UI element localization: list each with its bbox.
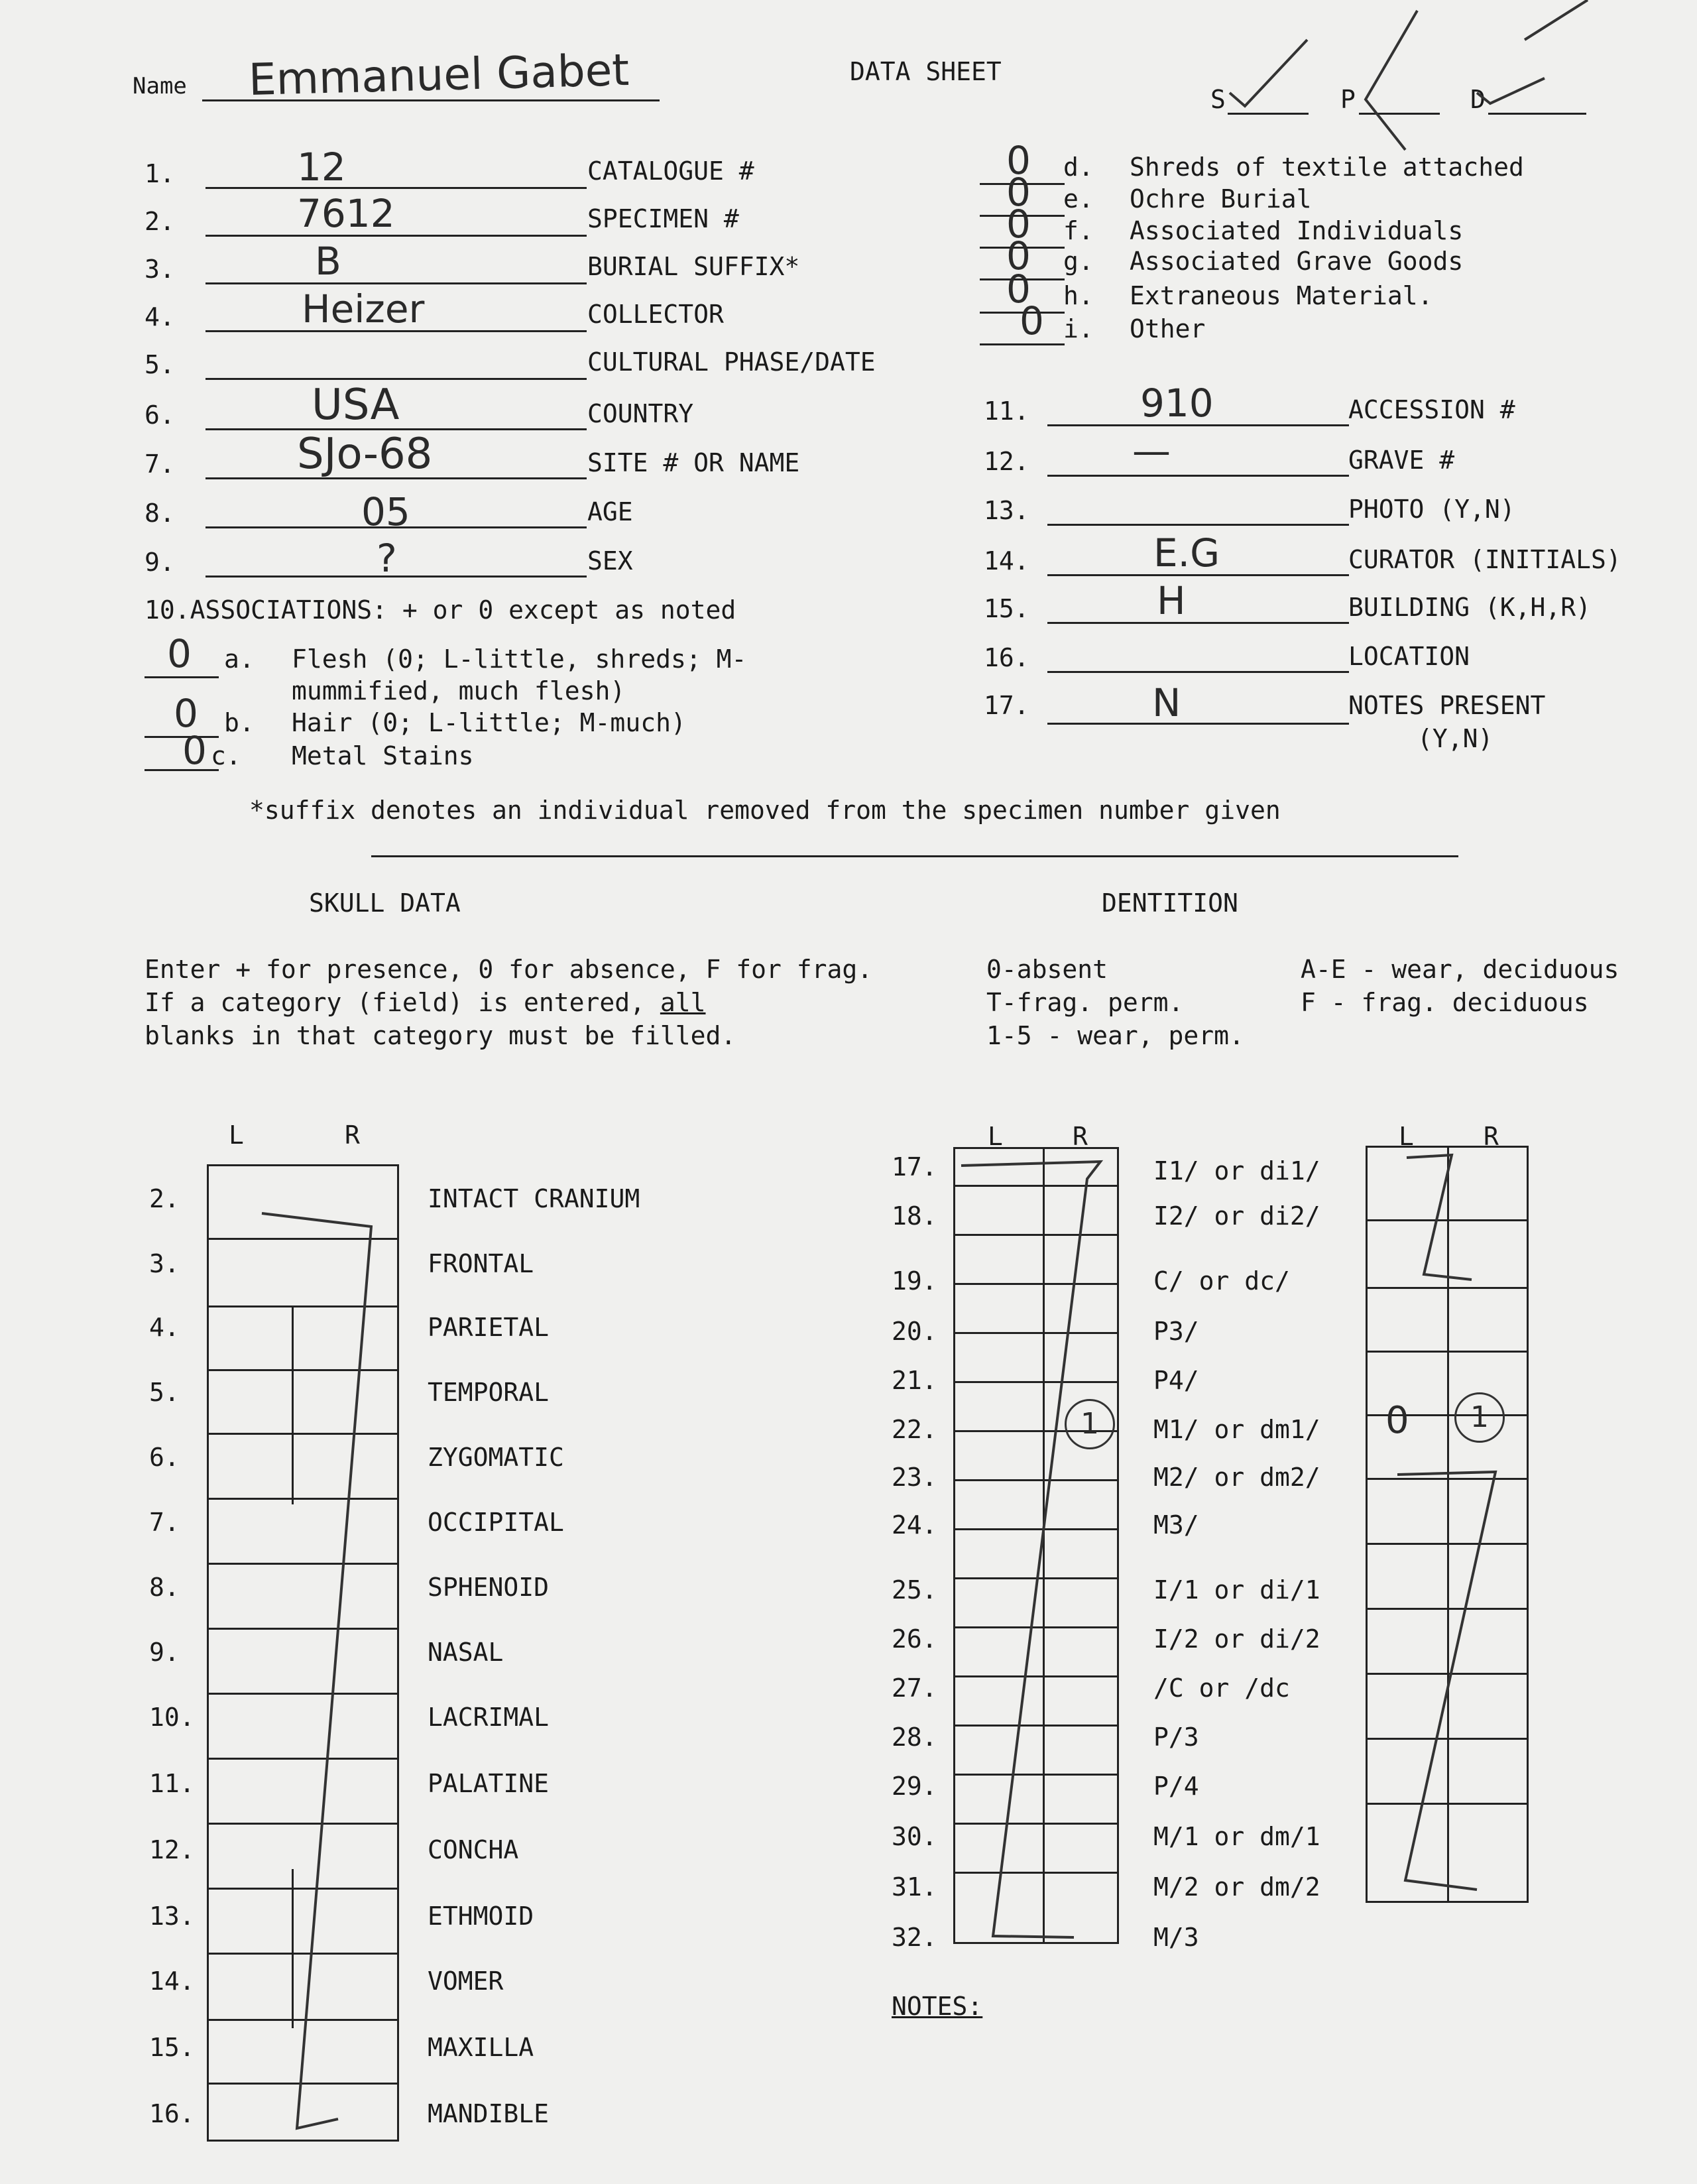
grid-row-line: [209, 1628, 397, 1630]
country-value: USA: [312, 381, 400, 430]
assoc-a-label: Flesh (0; L-little, shreds; M-: [292, 644, 747, 674]
assoc-d-letter: d.: [1063, 152, 1094, 182]
grid-row-line: [1368, 1478, 1527, 1480]
skull-row-label: PARIETAL: [428, 1313, 550, 1342]
sex-value: ?: [377, 536, 397, 581]
grid-row-line: [209, 1758, 397, 1760]
dentition-legend-wear-deciduous: A-E - wear, deciduous: [1301, 955, 1619, 984]
dent-row-label: M/2 or dm/2: [1153, 1872, 1320, 1902]
dent-right-grid-circled-value: 1: [1454, 1392, 1505, 1443]
dent-row-num: 23.: [892, 1463, 937, 1492]
assoc-e-value: 0: [1006, 170, 1031, 215]
skull-row-label: MAXILLA: [428, 2033, 534, 2062]
suffix-footnote: *suffix denotes an individual removed from the specimen number given: [249, 796, 1281, 825]
catalogue-value: 12: [297, 145, 346, 190]
assoc-f-value: 0: [1006, 202, 1031, 247]
skull-row-label: LACRIMAL: [428, 1703, 550, 1732]
grid-row-line: [955, 1528, 1117, 1530]
assoc-b-letter: b.: [224, 708, 255, 737]
dent-row-label: P4/: [1153, 1366, 1199, 1395]
dent-row-num: 27.: [892, 1673, 937, 1703]
catalogue-label: CATALOGUE #: [587, 156, 754, 186]
site-value: SJo-68: [297, 430, 433, 479]
assoc-a-value: 0: [167, 631, 192, 676]
d-label: D: [1470, 85, 1486, 114]
skull-row-label: NASAL: [428, 1638, 504, 1667]
grid-row-line: [209, 1433, 397, 1435]
dent-row-label: M/3: [1153, 1923, 1199, 1952]
skull-row-num: 7.: [149, 1508, 180, 1537]
skull-row-label: OCCIPITAL: [428, 1508, 564, 1537]
field-line: [1047, 723, 1349, 725]
assoc-e-letter: e.: [1063, 184, 1094, 213]
skull-row-num: 11.: [149, 1769, 195, 1798]
field-line: [1047, 671, 1349, 673]
associations-heading: 10.ASSOCIATIONS: + or 0 except as noted: [145, 595, 736, 625]
grid-row-line: [955, 1577, 1117, 1579]
skull-row-label: MANDIBLE: [428, 2099, 550, 2128]
grid-row-line: [209, 1238, 397, 1240]
dent-row-num: 24.: [892, 1510, 937, 1540]
skull-row-label: PALATINE: [428, 1769, 550, 1798]
dent-row-label: M1/ or dm1/: [1153, 1415, 1320, 1444]
grid-row-line: [209, 1693, 397, 1695]
skull-row-label: FRONTAL: [428, 1249, 534, 1278]
grid-row-line: [955, 1725, 1117, 1727]
p-line: [1359, 113, 1440, 115]
field-num: 2.: [145, 207, 175, 236]
assoc-g-value: 0: [1006, 233, 1031, 278]
sheet-title: DATA SHEET: [850, 57, 1002, 86]
grid-row-line: [955, 1626, 1117, 1628]
skull-row-num: 6.: [149, 1443, 180, 1472]
dent-row-label: I/2 or di/2: [1153, 1624, 1320, 1654]
field-line: [1047, 475, 1349, 477]
dent-row-num: 17.: [892, 1152, 937, 1182]
grave-value: —: [1132, 428, 1171, 473]
assoc-i-letter: i.: [1063, 314, 1094, 343]
notes-label: NOTES:: [892, 1992, 983, 2021]
site-label: SITE # OR NAME: [587, 448, 800, 477]
grid-row-line: [955, 1381, 1117, 1383]
skull-row-num: 8.: [149, 1573, 180, 1602]
dent-row-label: I/1 or di/1: [1153, 1575, 1320, 1605]
field-num: 16.: [984, 643, 1029, 672]
burial-suffix-value: B: [315, 239, 341, 284]
grid-row-line: [1368, 1803, 1527, 1805]
skull-instruction-2: If a category (field) is entered, all: [145, 988, 706, 1017]
name-label: Name: [133, 73, 187, 99]
grid-row-line: [209, 1888, 397, 1890]
field-num: 8.: [145, 499, 175, 528]
grid-row-line: [209, 1498, 397, 1500]
assoc-h-label: Extraneous Material.: [1130, 281, 1433, 310]
field-num: 5.: [145, 350, 175, 379]
field-num: 3.: [145, 255, 175, 284]
skull-row-num: 14.: [149, 1967, 195, 1996]
field-num: 11.: [984, 396, 1029, 426]
assoc-c-value: 0: [182, 728, 207, 773]
field-line: [1047, 524, 1349, 526]
assoc-line: [145, 676, 219, 678]
dentition-legend-frag-deciduous: F - frag. deciduous: [1301, 988, 1589, 1017]
cultural-phase-label: CULTURAL PHASE/DATE: [587, 347, 876, 377]
accession-value: 910: [1140, 381, 1214, 426]
skull-row-num: 3.: [149, 1249, 180, 1278]
skull-col-r: R: [345, 1121, 360, 1150]
dent-row-label: M3/: [1153, 1510, 1199, 1540]
assoc-c-label: Metal Stains: [292, 741, 474, 770]
skull-row-num: 16.: [149, 2099, 195, 2128]
field-num: 1.: [145, 159, 175, 188]
skull-row-num: 4.: [149, 1313, 180, 1342]
dent-row-num: 20.: [892, 1317, 937, 1346]
s-label: S: [1210, 85, 1226, 114]
assoc-a-letter: a.: [224, 644, 255, 674]
skull-data-title: SKULL DATA: [309, 888, 461, 918]
assoc-f-letter: f.: [1063, 216, 1094, 245]
collector-label: COLLECTOR: [587, 300, 724, 329]
dent-col-r-2: R: [1484, 1122, 1499, 1151]
dent-col-l: L: [988, 1122, 1003, 1151]
field-num: 14.: [984, 546, 1029, 576]
dent-row-num: 22.: [892, 1415, 937, 1444]
field-line: [1047, 622, 1349, 624]
grid-row-line: [955, 1283, 1117, 1285]
skull-grid: [207, 1164, 399, 2142]
field-num: 7.: [145, 450, 175, 479]
dent-row-label: P/4: [1153, 1772, 1199, 1801]
dent-m1-circled-value: 1: [1065, 1399, 1115, 1449]
grid-row-line: [1368, 1673, 1527, 1675]
field-line: [205, 282, 587, 284]
assoc-h-letter: h.: [1063, 281, 1094, 310]
dentition-legend-absent: 0-absent: [986, 955, 1108, 984]
assoc-g-letter: g.: [1063, 247, 1094, 276]
skull-row-label: VOMER: [428, 1967, 504, 1996]
field-num: 12.: [984, 447, 1029, 476]
assoc-h-value: 0: [1006, 267, 1031, 312]
grid-row-line: [209, 1563, 397, 1565]
grid-row-line: [1368, 1351, 1527, 1353]
dent-row-label: I2/ or di2/: [1153, 1201, 1320, 1231]
collector-value: Heizer: [302, 286, 425, 332]
grid-row-line: [209, 1953, 397, 1955]
dent-row-num: 32.: [892, 1923, 937, 1952]
assoc-i-value: 0: [1020, 298, 1044, 343]
curator-label: CURATOR (INITIALS): [1348, 545, 1621, 574]
assoc-line: [145, 736, 219, 738]
dent-row-label: /C or /dc: [1153, 1673, 1290, 1703]
notes-present-value: N: [1152, 680, 1181, 725]
skull-instruction-3: blanks in that category must be filled.: [145, 1021, 736, 1050]
photo-label: PHOTO (Y,N): [1348, 495, 1515, 524]
grid-row-line: [955, 1872, 1117, 1874]
field-num: 9.: [145, 548, 175, 577]
grid-row-line: [955, 1185, 1117, 1187]
grid-divider: [292, 1305, 294, 1504]
dent-row-num: 19.: [892, 1266, 937, 1296]
accession-label: ACCESSION #: [1348, 395, 1515, 424]
assoc-a-label2: mummified, much flesh): [292, 676, 626, 705]
skull-row-num: 2.: [149, 1184, 180, 1213]
grid-row-line: [1368, 1287, 1527, 1289]
burial-suffix-label: BURIAL SUFFIX*: [587, 252, 800, 281]
skull-row-num: 10.: [149, 1703, 195, 1732]
assoc-line: [145, 769, 219, 771]
assoc-i-label: Other: [1130, 314, 1206, 343]
dent-row-num: 21.: [892, 1366, 937, 1395]
grid-row-line: [955, 1479, 1117, 1481]
d-line: [1488, 113, 1586, 115]
dent-row-num: 29.: [892, 1772, 937, 1801]
assoc-b-value: 0: [174, 691, 198, 736]
dent-row-num: 28.: [892, 1723, 937, 1752]
dent-col-l-2: L: [1399, 1122, 1414, 1151]
grid-row-line: [209, 1823, 397, 1825]
dent-row-num: 25.: [892, 1575, 937, 1605]
skull-row-label: SPHENOID: [428, 1573, 550, 1602]
dent-row-label: M/1 or dm/1: [1153, 1822, 1320, 1851]
field-line: [205, 378, 587, 380]
skull-row-num: 5.: [149, 1378, 180, 1407]
dentition-legend-frag-perm: T-frag. perm.: [986, 988, 1184, 1017]
building-value: H: [1157, 578, 1186, 623]
dent-row-label: P/3: [1153, 1723, 1199, 1752]
corner-stroke: [1525, 0, 1588, 40]
dent-row-num: 30.: [892, 1822, 937, 1851]
skull-row-num: 9.: [149, 1638, 180, 1667]
skull-row-num: 12.: [149, 1835, 195, 1864]
country-label: COUNTRY: [587, 399, 694, 428]
grid-row-line: [1368, 1608, 1527, 1610]
assoc-g-label: Associated Grave Goods: [1130, 247, 1464, 276]
dent-row-num: 18.: [892, 1201, 937, 1231]
assoc-e-label: Ochre Burial: [1130, 184, 1312, 213]
grid-row-line: [209, 2019, 397, 2021]
p-label: P: [1340, 85, 1356, 114]
grid-row-line: [955, 1774, 1117, 1776]
skull-row-label: TEMPORAL: [428, 1378, 550, 1407]
name-value: Emmanuel Gabet: [247, 44, 630, 105]
skull-row-num: 15.: [149, 2033, 195, 2062]
skull-row-label: ETHMOID: [428, 1902, 534, 1931]
skull-row-label: INTACT CRANIUM: [428, 1184, 640, 1213]
skull-row-label: ZYGOMATIC: [428, 1443, 564, 1472]
s-checkmark: [1230, 40, 1307, 106]
grid-row-line: [955, 1823, 1117, 1825]
section-divider: [371, 855, 1458, 857]
grid-row-line: [209, 1305, 397, 1307]
assoc-c-letter: c.: [211, 741, 241, 770]
assoc-line: [980, 343, 1065, 345]
assoc-d-value: 0: [1006, 138, 1031, 183]
assoc-f-label: Associated Individuals: [1130, 216, 1464, 245]
skull-instruction-1: Enter + for presence, 0 for absence, F for frag.: [145, 955, 873, 984]
grid-row-line: [955, 1332, 1117, 1334]
field-num: 17.: [984, 691, 1029, 720]
dent-col-r: R: [1073, 1122, 1088, 1151]
field-line: [205, 187, 587, 189]
dent-row-label: M2/ or dm2/: [1153, 1463, 1320, 1492]
dentition-title: DENTITION: [1102, 888, 1238, 918]
dent-row-label: C/ or dc/: [1153, 1266, 1290, 1296]
field-num: 15.: [984, 594, 1029, 623]
grid-row-line: [1368, 1219, 1527, 1221]
s-line: [1228, 113, 1309, 115]
building-label: BUILDING (K,H,R): [1348, 593, 1592, 622]
sex-label: SEX: [587, 546, 633, 576]
curator-value: E.G: [1153, 530, 1220, 576]
dent-row-label: P3/: [1153, 1317, 1199, 1346]
dentition-grid-left: [953, 1147, 1119, 1944]
skull-col-l: L: [229, 1121, 244, 1150]
d-checkmark: [1477, 78, 1545, 103]
field-num: 4.: [145, 302, 175, 332]
dentition-grid-right: [1366, 1146, 1529, 1903]
dent-row-num: 26.: [892, 1624, 937, 1654]
notes-present-label: NOTES PRESENT: [1348, 691, 1546, 720]
assoc-d-label: Shreds of textile attached: [1130, 152, 1524, 182]
assoc-b-label: Hair (0; L-little; M-much): [292, 708, 686, 737]
notes-present-label2: (Y,N): [1417, 724, 1493, 753]
grid-divider: [292, 1869, 294, 2028]
dentition-legend-wear-perm: 1-5 - wear, perm.: [986, 1021, 1244, 1050]
specimen-label: SPECIMEN #: [587, 204, 739, 233]
age-value: 05: [361, 489, 410, 534]
skull-row-label: CONCHA: [428, 1835, 519, 1864]
age-label: AGE: [587, 497, 633, 526]
dent-row-label: I1/ or di1/: [1153, 1156, 1320, 1185]
grid-row-line: [209, 2083, 397, 2085]
specimen-value: 7612: [297, 191, 395, 236]
grid-row-line: [1368, 1543, 1527, 1545]
grid-row-line: [955, 1234, 1117, 1236]
p-slash-mark: [1366, 11, 1417, 150]
dent-right-grid-left-value: 0: [1385, 1399, 1409, 1442]
dent-row-num: 31.: [892, 1872, 937, 1902]
field-num: 13.: [984, 496, 1029, 525]
grid-row-line: [955, 1675, 1117, 1677]
skull-row-num: 13.: [149, 1902, 195, 1931]
grid-divider: [1447, 1148, 1449, 1901]
field-num: 6.: [145, 400, 175, 430]
grid-row-line: [209, 1369, 397, 1371]
field-line: [205, 235, 587, 237]
grid-row-line: [1368, 1738, 1527, 1740]
grave-label: GRAVE #: [1348, 446, 1455, 475]
location-label: LOCATION: [1348, 642, 1470, 671]
